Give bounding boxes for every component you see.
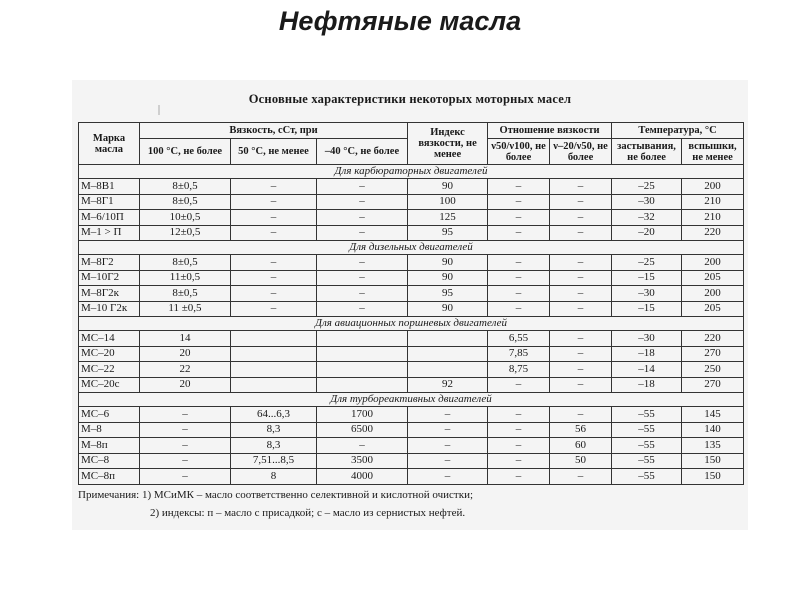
table-cell: –15 bbox=[612, 270, 682, 286]
table-cell: 150 bbox=[682, 469, 744, 485]
table-cell: 10±0,5 bbox=[140, 210, 231, 226]
table-cell: 7,51...8,5 bbox=[231, 453, 317, 469]
oil-mark-cell: М–8 bbox=[79, 422, 140, 438]
oil-mark-cell: МС–20с bbox=[79, 377, 140, 393]
table-cell: 220 bbox=[682, 225, 744, 241]
header-ratio1: ν50/ν100, не более bbox=[488, 139, 550, 165]
slide-title: Нефтяные масла bbox=[278, 6, 522, 36]
table-cell: 150 bbox=[682, 453, 744, 469]
table-cell: – bbox=[488, 255, 550, 271]
table-cell: – bbox=[317, 270, 408, 286]
oil-mark-cell: МС–20 bbox=[79, 346, 140, 362]
table-cell: – bbox=[317, 438, 408, 454]
header-mark: Марка масла bbox=[79, 123, 140, 165]
table-cell: 100 bbox=[408, 194, 488, 210]
table-row bbox=[79, 270, 744, 286]
table-cell: – bbox=[488, 407, 550, 423]
table-cell: – bbox=[140, 453, 231, 469]
section-title: Для авиационных поршневых двигателей bbox=[79, 317, 744, 331]
table-cell: –25 bbox=[612, 255, 682, 271]
table-cell: 210 bbox=[682, 210, 744, 226]
table-cell: – bbox=[231, 286, 317, 302]
table-cell: – bbox=[231, 210, 317, 226]
table-cell: 135 bbox=[682, 438, 744, 454]
table-cell: – bbox=[140, 422, 231, 438]
table-cell: 11 ±0,5 bbox=[140, 301, 231, 317]
table-cell: – bbox=[488, 225, 550, 241]
table-cell: 90 bbox=[408, 301, 488, 317]
table-cell: – bbox=[550, 286, 612, 302]
table-cell: – bbox=[550, 225, 612, 241]
table-cell: – bbox=[408, 438, 488, 454]
table-cell: – bbox=[488, 194, 550, 210]
table-cell: – bbox=[317, 225, 408, 241]
table-cell: 270 bbox=[682, 377, 744, 393]
table-row bbox=[79, 438, 744, 454]
oil-mark-cell: МС–8п bbox=[79, 469, 140, 485]
table-cell bbox=[317, 377, 408, 393]
table-cell: 64...6,3 bbox=[231, 407, 317, 423]
oil-mark-cell: МС–8 bbox=[79, 453, 140, 469]
table-cell: 220 bbox=[682, 331, 744, 347]
oil-mark-cell: М–8Г1 bbox=[79, 194, 140, 210]
header-vm40: –40 °С, не более bbox=[317, 139, 408, 165]
header-temperature: Температура, °С bbox=[612, 123, 744, 139]
oil-mark-cell: М–1 > П bbox=[79, 225, 140, 241]
table-row bbox=[79, 407, 744, 423]
table-row bbox=[79, 377, 744, 393]
table-cell: – bbox=[488, 210, 550, 226]
table-cell: 95 bbox=[408, 225, 488, 241]
table-cell: – bbox=[550, 210, 612, 226]
table-cell: 90 bbox=[408, 179, 488, 195]
table-cell: – bbox=[488, 301, 550, 317]
table-row bbox=[79, 210, 744, 226]
table-cell: –18 bbox=[612, 377, 682, 393]
table-cell: –32 bbox=[612, 210, 682, 226]
section-header bbox=[79, 393, 744, 407]
table-cell: – bbox=[550, 407, 612, 423]
table-cell: –55 bbox=[612, 438, 682, 454]
table-row bbox=[79, 362, 744, 378]
table-row bbox=[79, 469, 744, 485]
table-row bbox=[79, 422, 744, 438]
oil-mark-cell: М–8Г2 bbox=[79, 255, 140, 271]
table-cell bbox=[317, 346, 408, 362]
table-cell: 200 bbox=[682, 179, 744, 195]
section-header bbox=[79, 241, 744, 255]
oil-mark-cell: М–10Г2 bbox=[79, 270, 140, 286]
table-cell: 205 bbox=[682, 270, 744, 286]
table-cell: 50 bbox=[550, 453, 612, 469]
table-cell bbox=[231, 331, 317, 347]
table-row bbox=[79, 179, 744, 195]
table-cell bbox=[317, 331, 408, 347]
table-cell: –30 bbox=[612, 286, 682, 302]
table-cell: – bbox=[231, 270, 317, 286]
table-cell: – bbox=[550, 255, 612, 271]
table-cell: 20 bbox=[140, 377, 231, 393]
table-cell: 145 bbox=[682, 407, 744, 423]
table-cell: – bbox=[408, 422, 488, 438]
header-flash-point: вспышки, не менее bbox=[682, 139, 744, 165]
table-cell: 8,3 bbox=[231, 438, 317, 454]
table-row bbox=[79, 331, 744, 347]
oil-mark-cell: МС–14 bbox=[79, 331, 140, 347]
table-cell: 3500 bbox=[317, 453, 408, 469]
oil-mark-cell: М–8Г2к bbox=[79, 286, 140, 302]
table-cell: 14 bbox=[140, 331, 231, 347]
table-cell: – bbox=[140, 407, 231, 423]
table-cell: – bbox=[317, 255, 408, 271]
section-title: Для карбюраторных двигателей bbox=[79, 165, 744, 179]
table-cell: 6500 bbox=[317, 422, 408, 438]
table-cell: – bbox=[231, 301, 317, 317]
table-cell: 200 bbox=[682, 255, 744, 271]
table-cell: – bbox=[488, 270, 550, 286]
table-body bbox=[79, 165, 744, 485]
table-title: Основные характеристики некоторых моторных масел bbox=[248, 92, 572, 106]
table-cell: – bbox=[408, 407, 488, 423]
table-cell: – bbox=[317, 179, 408, 195]
header-ratio: Отношение вязкости bbox=[488, 123, 612, 139]
table-cell: 90 bbox=[408, 270, 488, 286]
table-cell: 205 bbox=[682, 301, 744, 317]
table-cell: – bbox=[317, 210, 408, 226]
table-cell: 90 bbox=[408, 255, 488, 271]
table-cell: 60 bbox=[550, 438, 612, 454]
table-cell: –18 bbox=[612, 346, 682, 362]
table-cell: –15 bbox=[612, 301, 682, 317]
table-row bbox=[79, 301, 744, 317]
table-cell: – bbox=[550, 377, 612, 393]
table-cell: –55 bbox=[612, 407, 682, 423]
table-cell bbox=[231, 377, 317, 393]
table-cell: 270 bbox=[682, 346, 744, 362]
table-cell: – bbox=[550, 346, 612, 362]
table-cell: 8±0,5 bbox=[140, 286, 231, 302]
header-v100: 100 °С, не более bbox=[140, 139, 231, 165]
table-cell: – bbox=[488, 286, 550, 302]
table-cell: – bbox=[317, 286, 408, 302]
table-cell: – bbox=[550, 179, 612, 195]
table-cell: –20 bbox=[612, 225, 682, 241]
table-cell: 8 bbox=[231, 469, 317, 485]
section-title: Для турбореактивных двигателей bbox=[79, 393, 744, 407]
header-index: Индекс вязкости, не менее bbox=[408, 123, 488, 165]
table-cell bbox=[231, 346, 317, 362]
table-cell: – bbox=[550, 194, 612, 210]
table-cell: 22 bbox=[140, 362, 231, 378]
section-header bbox=[79, 165, 744, 179]
oil-mark-cell: М–8В1 bbox=[79, 179, 140, 195]
table-cell: – bbox=[488, 453, 550, 469]
oil-mark-cell: М–8п bbox=[79, 438, 140, 454]
table-cell: 4000 bbox=[317, 469, 408, 485]
table-cell: 6,55 bbox=[488, 331, 550, 347]
oil-mark-cell: МС–22 bbox=[79, 362, 140, 378]
table-cell: 1700 bbox=[317, 407, 408, 423]
table-row bbox=[79, 194, 744, 210]
table-cell bbox=[408, 331, 488, 347]
table-cell: 95 bbox=[408, 286, 488, 302]
table-cell: 8±0,5 bbox=[140, 255, 231, 271]
table-cell: 250 bbox=[682, 362, 744, 378]
table-cell: – bbox=[408, 453, 488, 469]
table-cell: – bbox=[550, 362, 612, 378]
table-cell: 8±0,5 bbox=[140, 194, 231, 210]
table-cell: – bbox=[231, 179, 317, 195]
table-cell: 7,85 bbox=[488, 346, 550, 362]
table-cell: 11±0,5 bbox=[140, 270, 231, 286]
table-cell: – bbox=[488, 422, 550, 438]
table-cell: 56 bbox=[550, 422, 612, 438]
table-cell: – bbox=[488, 469, 550, 485]
table-cell: –25 bbox=[612, 179, 682, 195]
table-cell: –30 bbox=[612, 194, 682, 210]
header-viscosity: Вязкость, сСт, при bbox=[140, 123, 408, 139]
table-cell bbox=[317, 362, 408, 378]
table-cell: – bbox=[408, 469, 488, 485]
table-cell: 12±0,5 bbox=[140, 225, 231, 241]
header-pour-point: застывания, не более bbox=[612, 139, 682, 165]
table-cell: –14 bbox=[612, 362, 682, 378]
table-cell: – bbox=[140, 469, 231, 485]
table-cell: 210 bbox=[682, 194, 744, 210]
table-cell: – bbox=[550, 301, 612, 317]
table-cell: 8,75 bbox=[488, 362, 550, 378]
table-cell: –30 bbox=[612, 331, 682, 347]
table-cell: 92 bbox=[408, 377, 488, 393]
table-cell: – bbox=[317, 301, 408, 317]
table-row bbox=[79, 286, 744, 302]
section-title: Для дизельных двигателей bbox=[79, 241, 744, 255]
table-cell: –55 bbox=[612, 453, 682, 469]
table-cell: 8,3 bbox=[231, 422, 317, 438]
table-cell: – bbox=[550, 469, 612, 485]
section-header bbox=[79, 317, 744, 331]
table-cell: –55 bbox=[612, 422, 682, 438]
table-cell: –55 bbox=[612, 469, 682, 485]
oil-mark-cell: М–6/10П bbox=[79, 210, 140, 226]
table-row bbox=[79, 255, 744, 271]
table-cell: 8±0,5 bbox=[140, 179, 231, 195]
table-cell: – bbox=[488, 377, 550, 393]
table-cell: 200 bbox=[682, 286, 744, 302]
table-cell: – bbox=[231, 194, 317, 210]
table-cell: – bbox=[231, 225, 317, 241]
table-cell: – bbox=[231, 255, 317, 271]
header-ratio2: ν–20/ν50, не более bbox=[550, 139, 612, 165]
oil-characteristics-table bbox=[78, 122, 744, 485]
oil-mark-cell: М–10 Г2к bbox=[79, 301, 140, 317]
notes bbox=[78, 486, 738, 522]
table-cell: – bbox=[488, 438, 550, 454]
table-cell bbox=[231, 362, 317, 378]
note-2: 2) индексы: п – масло с присадкой; с – масло из сернистых нефтей. bbox=[150, 507, 466, 519]
table-cell: 140 bbox=[682, 422, 744, 438]
table-cell: – bbox=[140, 438, 231, 454]
table-cell: – bbox=[550, 331, 612, 347]
table-cell: 125 bbox=[408, 210, 488, 226]
table-row bbox=[79, 453, 744, 469]
note-1: Примечания: 1) МСиМК – масло соответственно селективной и кислотной очистки; bbox=[78, 489, 474, 501]
table-row bbox=[79, 346, 744, 362]
table-cell bbox=[408, 346, 488, 362]
table-cell: 20 bbox=[140, 346, 231, 362]
oil-mark-cell: МС–6 bbox=[79, 407, 140, 423]
table-cell: – bbox=[317, 194, 408, 210]
table-cell: – bbox=[550, 270, 612, 286]
header-v50: 50 °С, не менее bbox=[231, 139, 317, 165]
table-cell: – bbox=[488, 179, 550, 195]
table-row bbox=[79, 225, 744, 241]
table-cell bbox=[408, 362, 488, 378]
